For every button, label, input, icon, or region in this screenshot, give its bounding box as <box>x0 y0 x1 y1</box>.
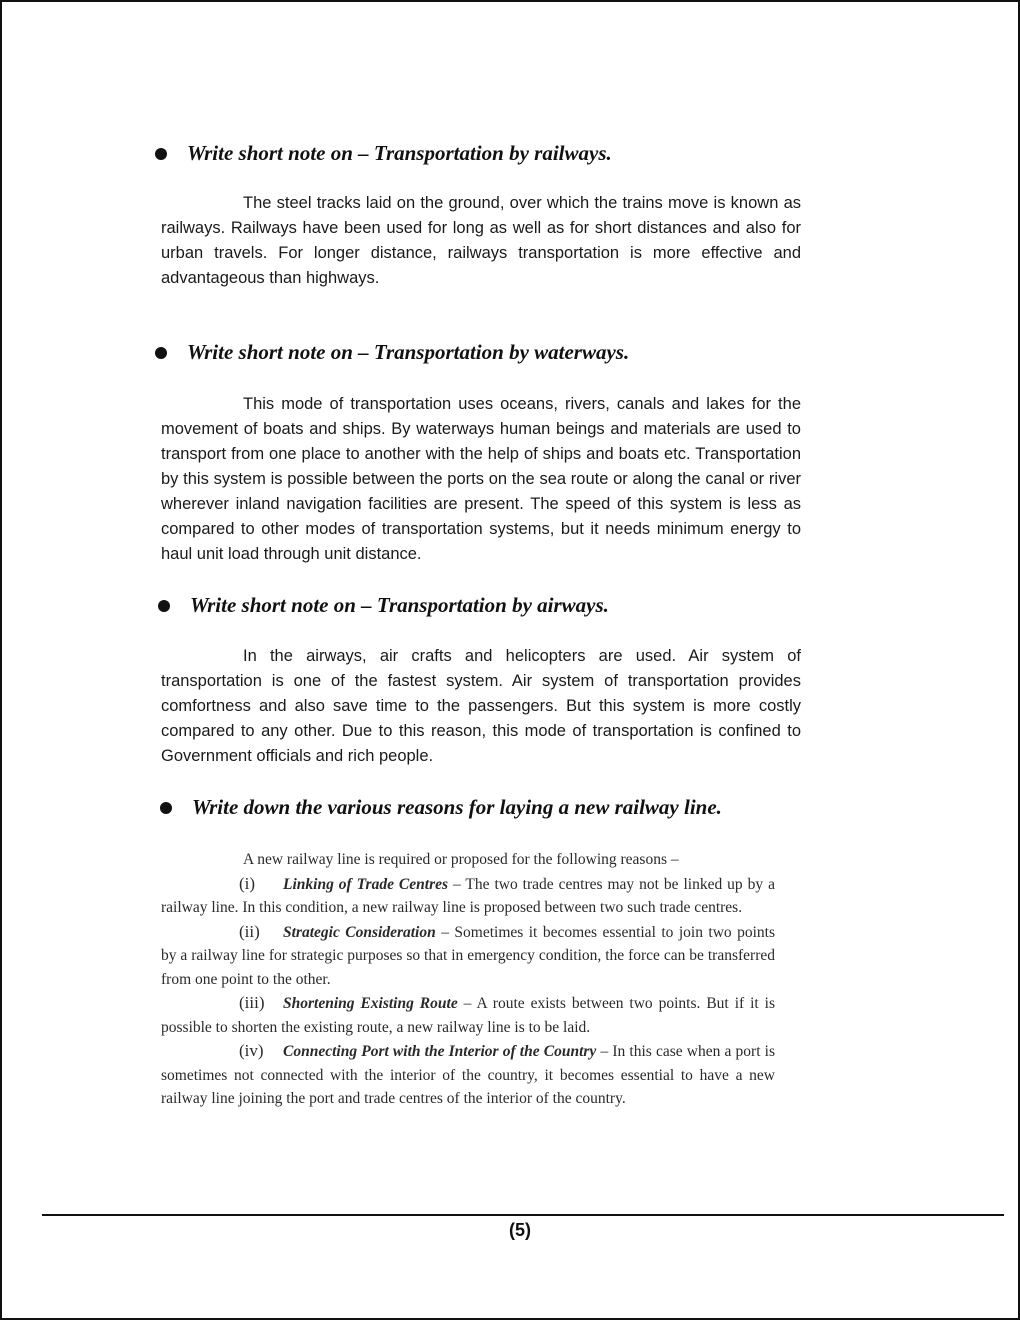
reason-number: (i) <box>239 873 256 893</box>
reason-text: – The two trade centres may not be linked up by a railway line. In this condition, a new railway line is proposed between two such trade centres. <box>161 875 775 916</box>
reason-number: (ii) <box>239 921 260 941</box>
reason-number: (iii) <box>239 993 265 1012</box>
heading-text: Write down the various reasons for laying a new railway line. <box>192 795 722 819</box>
section-heading-railways <box>155 141 612 166</box>
reasons-intro: A new railway line is required or proposed for the following reasons – <box>243 851 679 868</box>
reason-number: (iv) <box>239 1041 264 1060</box>
reason-title: Shortening Existing Route <box>283 995 458 1012</box>
reason-item <box>161 991 775 1039</box>
bullet-icon <box>158 600 170 612</box>
reason-item <box>161 920 775 992</box>
heading-text: Write short note on – Transportation by airways. <box>190 593 609 617</box>
reason-title: Linking of Trade Centres <box>283 875 449 893</box>
section-heading-airways <box>158 593 609 618</box>
reason-text: – Sometimes it becomes essential to join two points by a railway line for strategic purposes so that in emergency condition, the force can be transferred from one point to the other. <box>161 923 776 988</box>
reason-text: – A route exists between two points. But if it is possible to shorten the existing route, a new railway line is to be laid. <box>161 995 776 1036</box>
heading-text: Write short note on – Transportation by railways. <box>187 141 612 165</box>
paragraph-text: In the airways, air crafts and helicopters are used. Air system of transportation is one of the fastest system. Air system of transportation provides comfortness and also save time to the passengers. But this system is more costly compared to any other. Due to this reason, this mode of transportation is confined to Government officials and rich people. <box>161 647 801 765</box>
section-heading-waterways <box>155 340 629 365</box>
page-number: (5) <box>509 1220 531 1240</box>
reason-title: Connecting Port with the Interior of the Country <box>283 1043 597 1060</box>
paragraph-railways <box>161 191 801 291</box>
reason-item <box>161 1039 775 1111</box>
reason-item <box>161 872 775 920</box>
reasons-block <box>161 848 775 1111</box>
section-heading-new-railway-line <box>160 795 722 820</box>
footer-divider <box>42 1214 1004 1216</box>
bullet-icon <box>160 802 172 814</box>
reason-title: Strategic Consideration <box>283 923 436 941</box>
paragraph-text: The steel tracks laid on the ground, over which the trains move is known as railways. Railways have been used for long as well as for short distances and also for urban travels. For longer distance, railways transportation is more effective and advantageous than highways. <box>161 194 801 287</box>
paragraph-waterways <box>161 392 801 567</box>
bullet-icon <box>155 148 167 160</box>
heading-text: Write short note on – Transportation by waterways. <box>187 340 630 364</box>
reason-text: – In this case when a port is sometimes not connected with the interior of the country, it becomes essential to have a new railway line joining the port and trade centres of the interior of the country. <box>161 1043 775 1107</box>
bullet-icon <box>155 347 167 359</box>
paragraph-text: This mode of transportation uses oceans, rivers, canals and lakes for the movement of boats and ships. By waterways human beings and materials are used to transport from one place to another with the help of ships and boats etc. Transportation by this system is possible between the ports on the sea route or along the canal or river wherever inland navigation facilities are present. The speed of this system is less as compared to other modes of transportation systems, but it needs minimum energy to haul unit load through unit distance. <box>161 395 801 563</box>
paragraph-airways <box>161 644 801 769</box>
